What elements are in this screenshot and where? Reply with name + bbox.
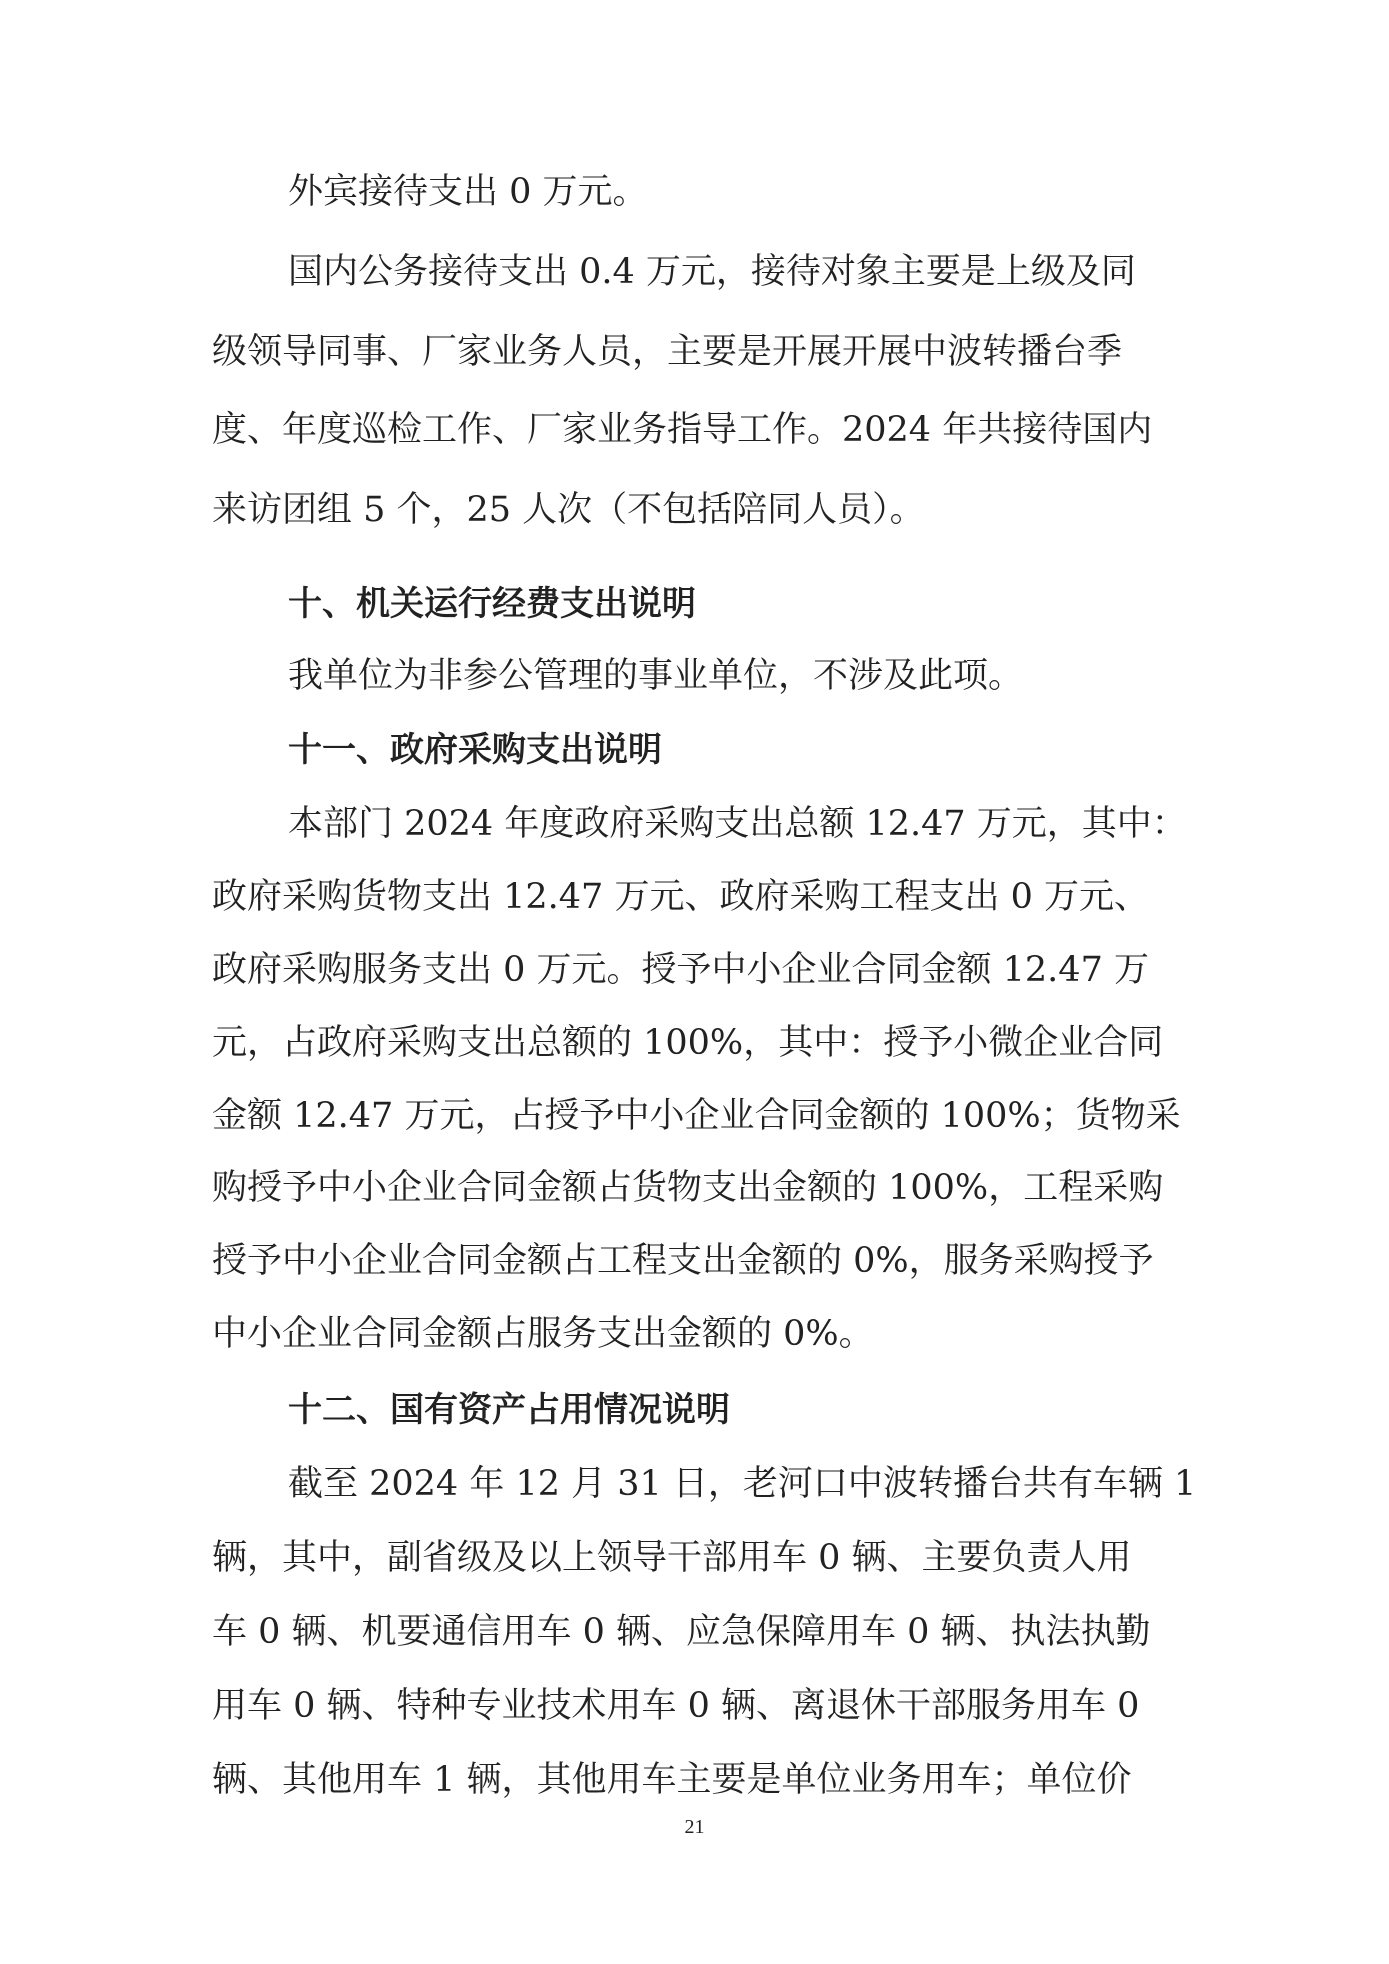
- paragraph-line: 政府采购服务支出 0 万元。授予中小企业合同金额 12.47 万: [212, 950, 1149, 990]
- paragraph-line: 购授予中小企业合同金额占货物支出金额的 100%，工程采购: [212, 1168, 1164, 1208]
- paragraph-line: 车 0 辆、机要通信用车 0 辆、应急保障用车 0 辆、执法执勤: [212, 1612, 1151, 1652]
- paragraph-line: 金额 12.47 万元，占授予中小企业合同金额的 100%；货物采: [212, 1096, 1181, 1136]
- paragraph-line: 度、年度巡检工作、厂家业务指导工作。2024 年共接待国内: [212, 410, 1153, 450]
- section-heading: 十、机关运行经费支出说明: [288, 584, 696, 624]
- paragraph-line: 国内公务接待支出 0.4 万元，接待对象主要是上级及同: [288, 252, 1136, 292]
- paragraph-line: 政府采购货物支出 12.47 万元、政府采购工程支出 0 万元、: [212, 877, 1149, 917]
- paragraph-line: 外宾接待支出 0 万元。: [288, 172, 648, 212]
- page-number: 21: [684, 1816, 705, 1838]
- section-heading: 十二、国有资产占用情况说明: [288, 1390, 730, 1430]
- paragraph-line: 本部门 2024 年度政府采购支出总额 12.47 万元，其中：: [288, 804, 1187, 844]
- paragraph-line: 级领导同事、厂家业务人员，主要是开展开展中波转播台季: [212, 332, 1123, 372]
- paragraph-line: 授予中小企业合同金额占工程支出金额的 0%，服务采购授予: [212, 1241, 1154, 1281]
- paragraph-line: 截至 2024 年 12 月 31 日，老河口中波转播台共有车辆 1: [288, 1464, 1197, 1504]
- paragraph-line: 辆、其他用车 1 辆，其他用车主要是单位业务用车；单位价: [212, 1760, 1132, 1800]
- paragraph-line: 中小企业合同金额占服务支出金额的 0%。: [212, 1314, 874, 1354]
- section-heading: 十一、政府采购支出说明: [288, 730, 662, 770]
- paragraph-line: 元，占政府采购支出总额的 100%，其中：授予小微企业合同: [212, 1023, 1164, 1063]
- paragraph-line: 辆，其中，副省级及以上领导干部用车 0 辆、主要负责人用: [212, 1538, 1132, 1578]
- paragraph-line: 我单位为非参公管理的事业单位，不涉及此项。: [288, 656, 1024, 696]
- paragraph-line: 用车 0 辆、特种专业技术用车 0 辆、离退休干部服务用车 0: [212, 1686, 1140, 1726]
- paragraph-line: 来访团组 5 个，25 人次（不包括陪同人员）。: [212, 490, 925, 530]
